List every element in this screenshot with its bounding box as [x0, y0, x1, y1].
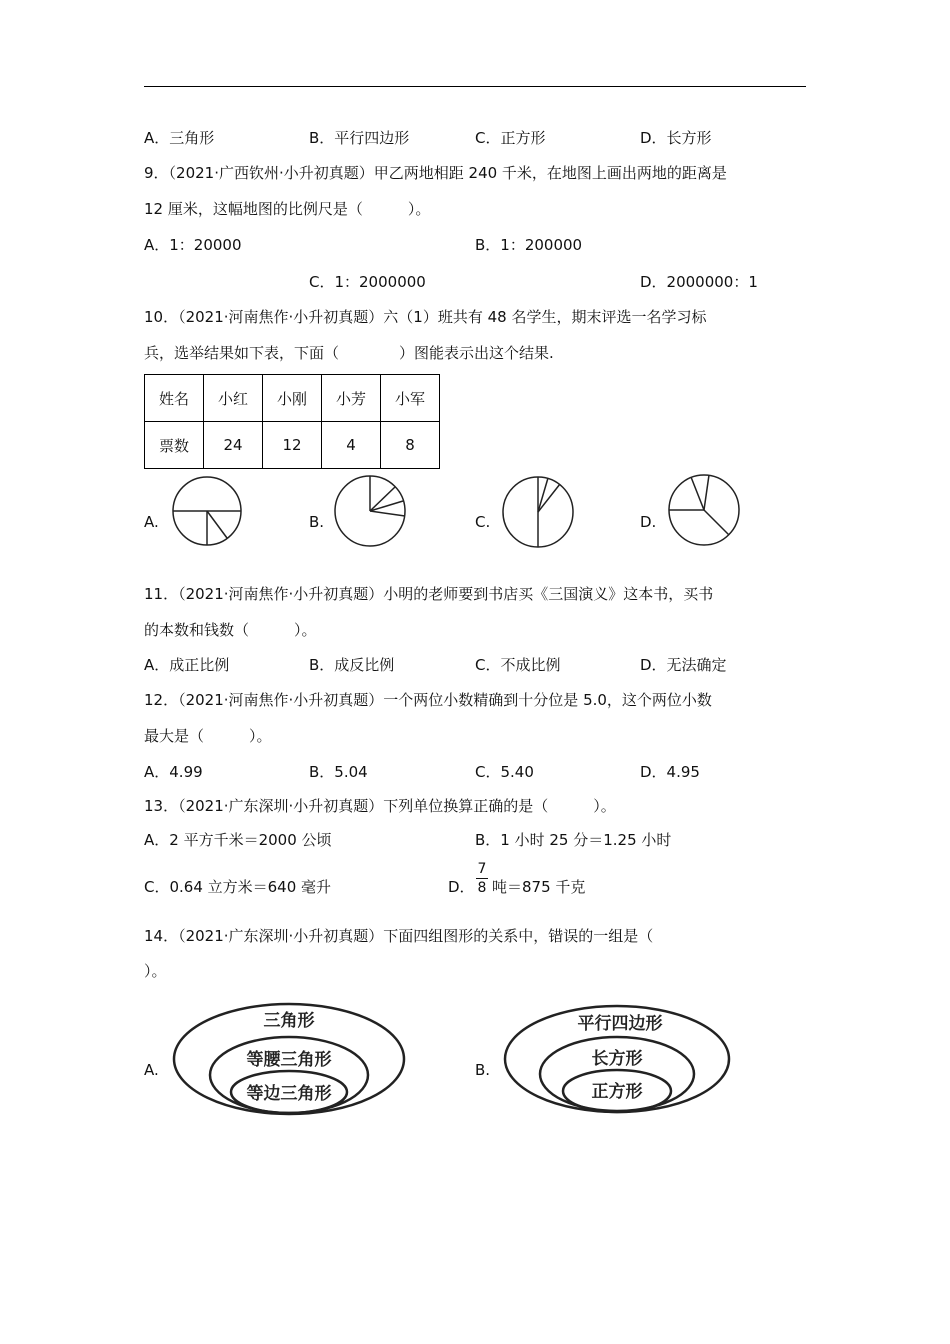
venn-a-outer-label: 三角形: [263, 1011, 315, 1031]
table-cell: 小芳: [322, 375, 381, 422]
venn-b-outer-label: 平行四边形: [577, 1014, 663, 1034]
q13-option-d-label[interactable]: D．: [448, 878, 475, 896]
pie-chart-c[interactable]: [500, 474, 576, 550]
table-cell: 小刚: [263, 375, 322, 422]
q11-option-c[interactable]: C．不成比例: [475, 656, 561, 674]
q12-option-c[interactable]: C．5.40: [475, 763, 534, 781]
header-rule: [144, 86, 806, 87]
q13-option-c[interactable]: C．0.64 立方米＝640 毫升: [144, 878, 332, 896]
venn-a-middle-label: 等腰三角形: [246, 1050, 332, 1070]
q11-question-line1: 11．（2021·河南焦作·小升初真题）小明的老师要到书店买《三国演义》这本书，买书: [144, 585, 714, 603]
q14-question-line1: 14．（2021·广东深圳·小升初真题）下面四组图形的关系中，错误的一组是（: [144, 927, 654, 945]
q10-question-line2: 兵，选举结果如下表，下面（ ）图能表示出这个结果.: [144, 344, 554, 362]
q10-option-a[interactable]: A.: [144, 513, 159, 531]
q9-option-a[interactable]: A．1：20000: [144, 236, 242, 254]
pie-chart-b[interactable]: [332, 473, 408, 549]
q11-option-a[interactable]: A．成正比例: [144, 656, 230, 674]
table-row: [145, 375, 440, 422]
q8-option-b[interactable]: B．平行四边形: [309, 129, 410, 147]
venn-b-middle-label: 长方形: [591, 1049, 643, 1069]
venn-diagram-a[interactable]: [172, 1000, 412, 1120]
q9-question-line2: 12 厘米，这幅地图的比例尺是（ ）。: [144, 200, 431, 218]
q9-option-b[interactable]: B．1：200000: [475, 236, 583, 254]
q14-option-b[interactable]: B.: [475, 1061, 491, 1079]
q14-option-a[interactable]: A.: [144, 1061, 159, 1079]
venn-diagram-b[interactable]: [502, 998, 742, 1118]
q10-option-b[interactable]: B.: [309, 513, 325, 531]
q9-option-d[interactable]: D．2000000：1: [640, 273, 758, 291]
table-cell: 票数: [145, 422, 204, 469]
table-cell: 小军: [381, 375, 440, 422]
q13-option-b[interactable]: B．1 小时 25 分＝1.25 小时: [475, 831, 672, 849]
q12-question-line2: 最大是（ ）。: [144, 727, 272, 745]
q9-option-c[interactable]: C．1：2000000: [309, 273, 426, 291]
q12-option-a[interactable]: A．4.99: [144, 763, 203, 781]
q13-fraction: [476, 861, 488, 896]
q8-option-a[interactable]: A．三角形: [144, 129, 215, 147]
table-cell: 12: [263, 422, 322, 469]
pie-chart-a[interactable]: [170, 474, 244, 548]
q13-question-line1: 13．（2021·广东深圳·小升初真题）下列单位换算正确的是（ ）。: [144, 797, 616, 815]
q10-question-line1: 10．（2021·河南焦作·小升初真题）六（1）班共有 48 名学生，期末评选一名学习标: [144, 308, 707, 326]
table-cell: 24: [204, 422, 263, 469]
q9-question-line1: 9．（2021·广西钦州·小升初真题）甲乙两地相距 240 千米，在地图上画出两地的距离是: [144, 164, 727, 182]
pie-chart-d[interactable]: [666, 472, 742, 548]
fraction-numerator: 7: [477, 861, 487, 877]
venn-b-inner-label: 正方形: [591, 1082, 643, 1102]
q12-option-d[interactable]: D．4.95: [640, 763, 700, 781]
fraction-denominator: 8: [477, 880, 487, 896]
q13-option-a[interactable]: A．2 平方千米＝2000 公顷: [144, 831, 332, 849]
table-cell: 姓名: [145, 375, 204, 422]
q10-option-c[interactable]: C.: [475, 513, 491, 531]
table-cell: 小红: [204, 375, 263, 422]
q11-option-d[interactable]: D．无法确定: [640, 656, 727, 674]
q14-question-line2: ）。: [144, 962, 167, 980]
q13-option-d-text[interactable]: 吨＝875 千克: [492, 878, 586, 896]
q8-option-c[interactable]: C．正方形: [475, 129, 546, 147]
q12-question-line1: 12．（2021·河南焦作·小升初真题）一个两位小数精确到十分位是 5.0，这个两位小数: [144, 691, 712, 709]
q11-option-b[interactable]: B．成反比例: [309, 656, 395, 674]
table-row: [145, 422, 440, 469]
vote-table: [144, 374, 440, 469]
q8-option-d[interactable]: D．长方形: [640, 129, 712, 147]
table-cell: 4: [322, 422, 381, 469]
q12-option-b[interactable]: B．5.04: [309, 763, 368, 781]
table-cell: 8: [381, 422, 440, 469]
venn-a-inner-label: 等边三角形: [246, 1084, 332, 1104]
q10-option-d[interactable]: D.: [640, 513, 657, 531]
q11-question-line2: 的本数和钱数（ ）。: [144, 621, 317, 639]
